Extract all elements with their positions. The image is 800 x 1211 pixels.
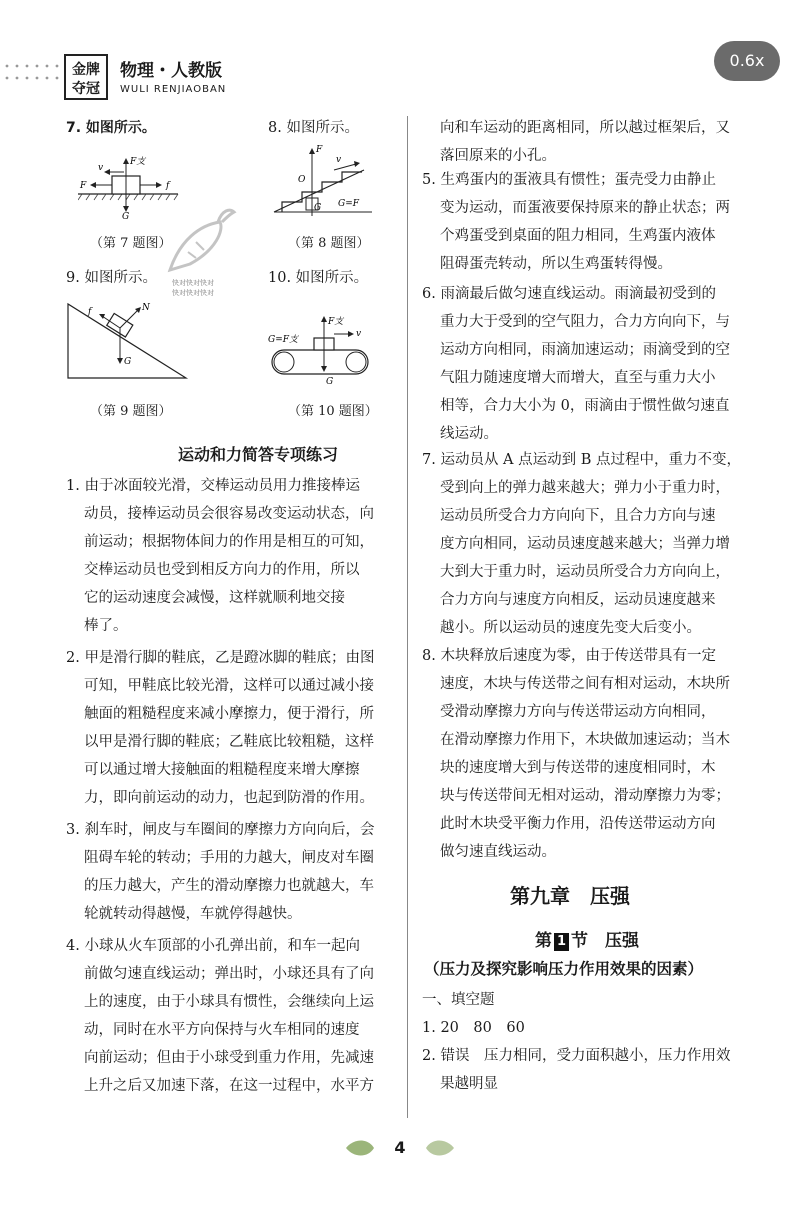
figure-7-label: 7. 如图所示。 — [66, 120, 156, 136]
text-line: 动，同时在水平方向保持与火车相同的速度 — [84, 1022, 360, 1038]
text-line: 速度，木块与传送带之间有相对运动，木块所 — [440, 676, 730, 692]
text-line: 越小。所以运动员的速度先变大后变小。 — [440, 620, 701, 636]
text-line: 可以通过增大接触面的粗糙程度来增大摩擦 — [84, 762, 360, 778]
text-line: 阻碍蛋壳转动，所以生鸡蛋转得慢。 — [440, 256, 672, 272]
fill-blank-heading: 一、填空题 — [422, 992, 495, 1008]
svg-text:G=F: G=F — [338, 199, 359, 209]
svg-text:G: G — [326, 377, 334, 387]
text-line: 动员，接棒运动员会很容易改变运动状态，向 — [84, 506, 374, 522]
svg-text:O: O — [298, 175, 306, 185]
watermark-text-2: 快对快对快对 — [172, 289, 214, 297]
text-line: 气阻力随速度增大而增大，直至与重力大小 — [440, 370, 716, 386]
leaf-right-icon — [424, 1138, 456, 1158]
text-line: 向前运动；但由于小球受到重力作用，先减速 — [84, 1050, 374, 1066]
svg-text:F: F — [80, 181, 87, 191]
text-line: 运动方向相同，雨滴加速运动；雨滴受到的空 — [440, 342, 730, 358]
text-line: 上的速度，由于小球具有惯性，会继续向上运 — [84, 994, 374, 1010]
answer-line: 2. 错误 压力相同，受力面积越小，压力作用效 — [422, 1048, 731, 1064]
figure-10-label: 10. 如图所示。 — [268, 270, 369, 286]
text-line: 2. 甲是滑行脚的鞋底，乙是蹬冰脚的鞋底；由图 — [66, 650, 375, 666]
text-line: 变为运动，而蛋液要保持原来的静止状态；两 — [440, 200, 730, 216]
text-line: 以甲是滑行脚的鞋底；乙鞋底比较粗糙，这样 — [84, 734, 374, 750]
text-line: 5. 生鸡蛋内的蛋液具有惯性；蛋壳受力由静止 — [422, 172, 716, 188]
text-line: 个鸡蛋受到桌面的阻力相同，生鸡蛋内液体 — [440, 228, 716, 244]
answer-line: 1. 20 80 60 — [422, 1020, 525, 1036]
text-line: 的压力越大，产生的滑动摩擦力也就越大，车 — [84, 878, 374, 894]
text-line: 前做匀速直线运动；弹出时，小球还具有了向 — [84, 966, 374, 982]
header-dots-decoration — [4, 62, 62, 84]
section-subtitle: （压力及探究影响压力作用效果的因素） — [424, 960, 704, 978]
answer-line: 果越明显 — [440, 1076, 498, 1092]
section-number-badge: 1 — [554, 933, 569, 951]
text-line: 运动员所受合力方向向下，且合力方向与速 — [440, 508, 716, 524]
text-line: 向和车运动的距离相同，所以越过框架后，又 — [440, 120, 730, 136]
svg-text:v: v — [336, 155, 342, 165]
text-line: 线运动。 — [440, 426, 498, 442]
figure-8-diagram — [272, 140, 382, 220]
svg-text:G=F支: G=F支 — [268, 335, 298, 345]
text-line: 7. 运动员从 A 点运动到 B 点过程中，重力不变， — [422, 452, 742, 468]
subject-title: 物理・人教版 — [120, 61, 222, 81]
svg-text:N: N — [142, 303, 150, 313]
section-heading — [535, 926, 639, 951]
section-suffix: 节 压强 — [571, 931, 639, 951]
carrot-watermark-icon — [160, 200, 240, 280]
watermark-text-1: 快对快对快对 — [172, 279, 214, 287]
logo-text-bottom: 夺冠 — [72, 81, 100, 97]
text-line: 落回原来的小孔。 — [440, 148, 556, 164]
text-line: 受到向上的弹力越来越大；弹力小于重力时， — [440, 480, 730, 496]
svg-text:G: G — [122, 212, 130, 220]
leaf-left-icon — [344, 1138, 376, 1158]
logo-text-top: 金牌 — [72, 62, 100, 78]
figure-9-diagram — [66, 298, 190, 382]
text-line: 触面的粗糙程度来减小摩擦力，便于滑行，所 — [84, 706, 374, 722]
text-line: 轮就转动得越慢，车就停得越快。 — [84, 906, 302, 922]
figure-10-diagram — [268, 312, 392, 392]
figure-10-caption: （第 10 题图） — [288, 404, 378, 419]
text-line: 重力大于受到的空气阻力，合力方向向下，与 — [440, 314, 730, 330]
text-line: 相等，合力大小为 0，雨滴由于惯性做匀速直 — [440, 398, 730, 414]
text-line: 4. 小球从火车顶部的小孔弹出前，和车一起向 — [66, 938, 360, 954]
text-line: 大到大于重力时，运动员所受合力方向向上， — [440, 564, 730, 580]
section-title-motion-force: 运动和力简答专项练习 — [177, 445, 338, 464]
text-line: 上升之后又加速下落，在这一过程中，水平方 — [84, 1078, 374, 1094]
text-line: 它的运动速度会减慢，这样就顺利地交接 — [84, 590, 345, 606]
subject-pinyin: WULI RENJIAOBAN — [120, 84, 227, 95]
svg-text:G: G — [124, 357, 132, 367]
svg-text:F支: F支 — [328, 317, 344, 327]
figure-9-caption: （第 9 题图） — [90, 404, 172, 419]
text-line: 块与传送带间无相对运动，滑动摩擦力为零； — [440, 788, 730, 804]
text-line: 力，即向前运动的动力，也起到防滑的作用。 — [84, 790, 374, 806]
text-line: 可知，甲鞋底比较光滑，这样可以通过减小接 — [84, 678, 374, 694]
text-line: 受滑动摩擦力方向与传送带运动方向相同， — [440, 704, 716, 720]
chapter-title: 第九章 压强 — [510, 884, 630, 908]
text-line: 块的速度增大到与传送带的速度相同时，木 — [440, 760, 716, 776]
text-line: 度方向相同，运动员速度越来越大；当弹力增 — [440, 536, 730, 552]
text-line: 1. 由于冰面较光滑，交棒运动员用力推接棒运 — [66, 478, 360, 494]
text-line: 交棒运动员也受到相反方向力的作用，所以 — [84, 562, 360, 578]
svg-text:F: F — [316, 145, 323, 155]
svg-text:v: v — [356, 329, 362, 339]
svg-text:F支: F支 — [130, 157, 146, 167]
text-line: 前运动；根据物体间力的作用是相互的可知， — [84, 534, 374, 550]
svg-text:f: f — [166, 181, 170, 191]
figure-7-caption: （第 7 题图） — [90, 236, 172, 251]
svg-text:f: f — [88, 307, 92, 317]
column-divider — [407, 116, 408, 1118]
text-line: 在滑动摩擦力作用下，木块做加速运动；当木 — [440, 732, 730, 748]
text-line: 阻碍车轮的转动；手用的力越大，闸皮对车圈 — [84, 850, 374, 866]
text-line: 做匀速直线运动。 — [440, 844, 556, 860]
text-line: 合力方向与速度方向相反，运动员速度越来 — [440, 592, 716, 608]
svg-text:G: G — [314, 203, 322, 213]
text-line: 6. 雨滴最后做匀速直线运动。雨滴最初受到的 — [422, 286, 716, 302]
zoom-indicator-button[interactable]: 0.6x — [714, 41, 780, 81]
text-line: 棒了。 — [84, 618, 128, 634]
figure-9-label: 9. 如图所示。 — [66, 270, 157, 286]
text-line: 3. 刹车时，闸皮与车圈间的摩擦力方向向后，会 — [66, 822, 375, 838]
figure-8-label: 8. 如图所示。 — [268, 120, 359, 136]
brand-logo — [64, 54, 108, 100]
figure-8-caption: （第 8 题图） — [288, 236, 370, 251]
svg-text:v: v — [98, 163, 104, 173]
text-line: 8. 木块释放后速度为零，由于传送带具有一定 — [422, 648, 716, 664]
text-line: 此时木块受平衡力作用，沿传送带运动方向 — [440, 816, 716, 832]
section-prefix: 第 — [535, 931, 552, 951]
page-number: 4 — [394, 1138, 406, 1157]
